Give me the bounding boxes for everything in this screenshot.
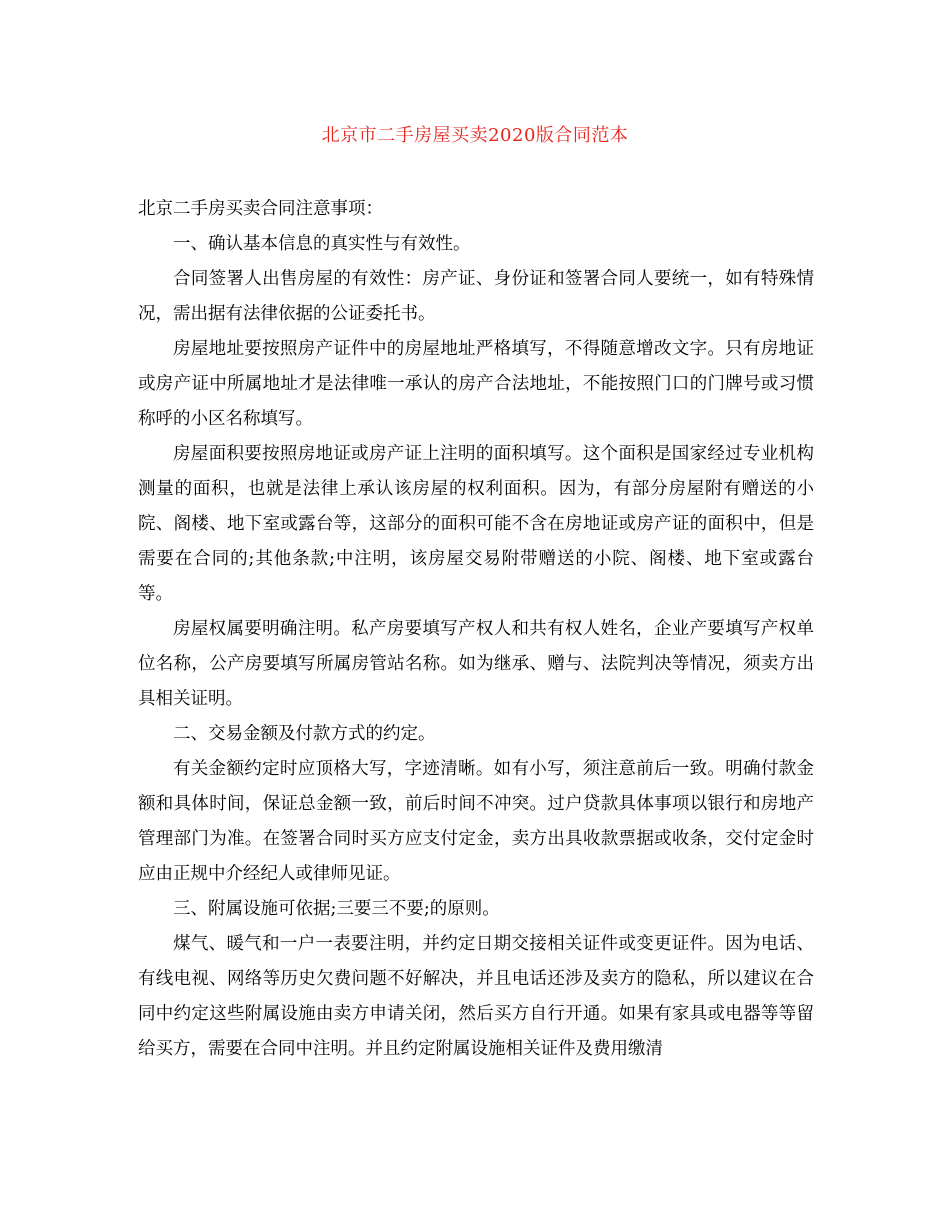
paragraph: 有关金额约定时应顶格大写，字迹清晰。如有小写，须注意前后一致。明确付款金额和具体时间，保证总金额一致，前后时间不冲突。过户贷款具体事项以银行和房地产管理部门为准。在签署合同时买方应支付定金，卖方出具收款票据或收条，交付定金时应由正规中介经纪人或律师见证。 <box>138 759 814 884</box>
paragraph: 煤气、暖气和一户一表要注明，并约定日期交接相关证件或变更证件。因为电话、有线电视、网络等历史欠费问题不好解决，并且电话还涉及卖方的隐私，所以建议在合同中约定这些附属设施由卖方申请关闭，然后买方自行开通。如果有家具或电器等等留给买方，需要在合同中注明。并且约定附属设施相关证件及费用缴清 <box>138 934 814 1059</box>
paragraph: 房屋权属要明确注明。私产房要填写产权人和共有权人姓名，企业产要填写产权单位名称，公产房要填写所属房管站名称。如为继承、赠与、法院判决等情况，须卖方出具相关证明。 <box>138 619 814 709</box>
section-heading-3: 三、附属设施可依据;三要三不要;的原则。 <box>173 899 500 919</box>
paragraph: 房屋地址要按照房产证件中的房屋地址严格填写，不得随意增改文字。只有房地证或房产证中所属地址才是法律唯一承认的房产合法地址，不能按照门口的门牌号或习惯称呼的小区名称填写。 <box>138 339 814 429</box>
section-heading-2: 二、交易金额及付款方式的约定。 <box>173 724 436 744</box>
paragraph: 房屋面积要按照房地证或房产证上注明的面积填写。这个面积是国家经过专业机构测量的面积，也就是法律上承认该房屋的权利面积。因为，有部分房屋附有赠送的小院、阁楼、地下室或露台等，这部分的面积可能不含在房地证或房产证的面积中，但是需要在合同的;其他条款;中注明，该房屋交易附带赠送的小院、阁楼、地下室或露台等。 <box>138 444 814 604</box>
paragraph: 合同签署人出售房屋的有效性：房产证、身份证和签署合同人要统一，如有特殊情况，需出据有法律依据的公证委托书。 <box>138 269 814 324</box>
document-title: 北京市二手房屋买卖2020版合同范本 <box>321 125 629 146</box>
document-body <box>138 192 814 1067</box>
paragraph-notice-heading: 北京二手房买卖合同注意事项： <box>138 199 383 219</box>
section-heading-1: 一、确认基本信息的真实性与有效性。 <box>173 234 471 254</box>
